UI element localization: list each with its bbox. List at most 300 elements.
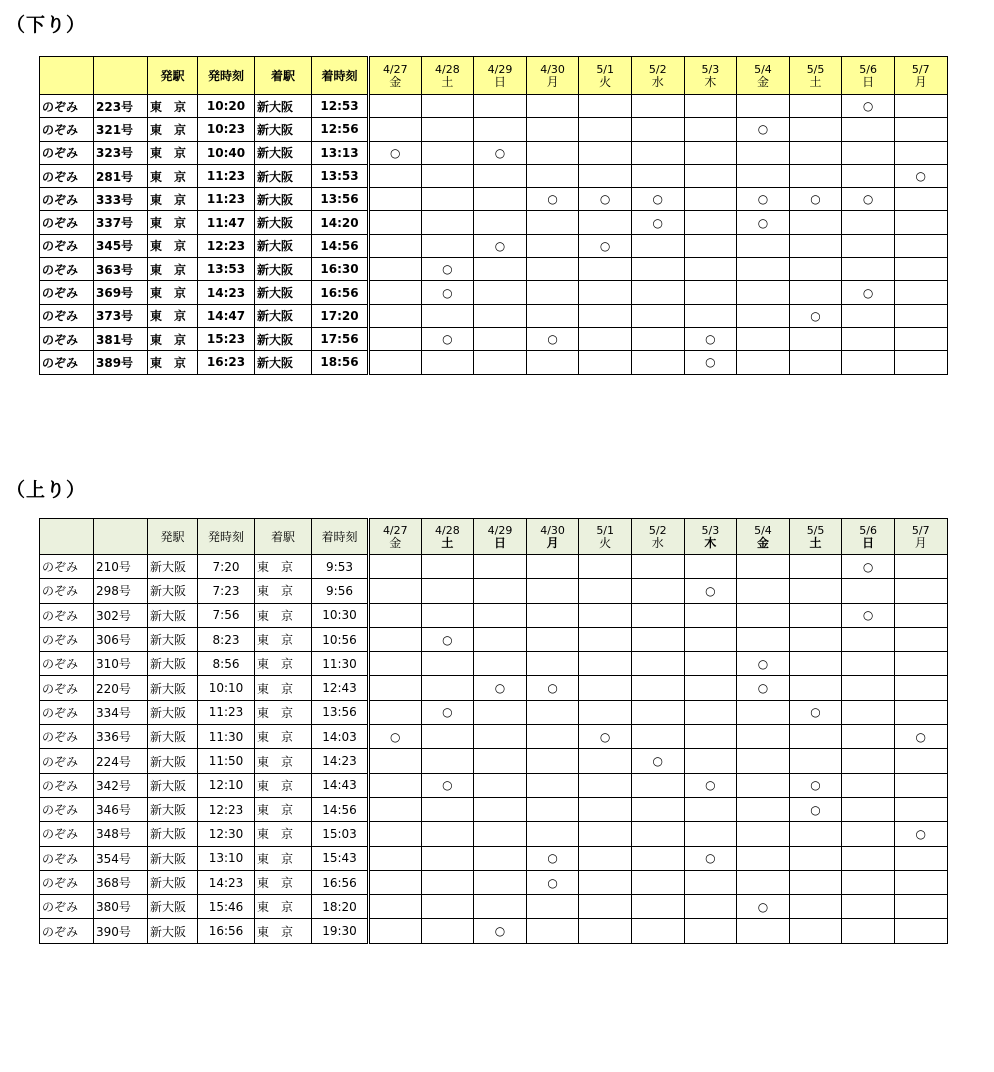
availability-cell [369, 603, 422, 627]
arr-time-cell: 15:03 [312, 822, 369, 846]
availability-cell [842, 211, 895, 234]
availability-cell [789, 870, 842, 894]
weekday-label: 金 [756, 74, 769, 89]
availability-cell [369, 627, 422, 651]
train-number-cell: 369号 [94, 281, 148, 304]
section-title-up: （上り） [6, 479, 87, 501]
train-name-cell: のぞみ [40, 141, 94, 164]
header-dep-time: 発時刻 [198, 57, 255, 95]
availability-cell: ○ [369, 725, 422, 749]
train-name-cell: のぞみ [40, 603, 94, 627]
dep-station-cell: 新大阪 [148, 652, 198, 676]
date-header [631, 57, 684, 95]
availability-cell [631, 652, 684, 676]
availability-cell [526, 211, 579, 234]
date-header [737, 519, 790, 555]
availability-cell [684, 95, 737, 118]
date-header [369, 519, 422, 555]
date-header [894, 519, 947, 555]
arr-station-cell: 新大阪 [255, 211, 312, 234]
availability-cell [474, 725, 527, 749]
availability-cell [526, 895, 579, 919]
availability-cell [737, 141, 790, 164]
header-arr-time: 着時刻 [312, 519, 369, 555]
availability-cell [474, 281, 527, 304]
availability-cell [369, 327, 422, 350]
availability-cell [474, 118, 527, 141]
train-number-cell: 337号 [94, 211, 148, 234]
availability-cell [894, 773, 947, 797]
availability-cell [474, 822, 527, 846]
availability-cell [684, 652, 737, 676]
arr-station-cell: 東 京 [255, 822, 312, 846]
availability-cell [579, 773, 632, 797]
train-number-cell: 220号 [94, 676, 148, 700]
weekday-label: 金 [389, 74, 402, 89]
train-number-cell: 281号 [94, 164, 148, 187]
availability-cell [894, 234, 947, 257]
availability-cell [579, 258, 632, 281]
table-row [40, 627, 948, 651]
availability-cell [579, 118, 632, 141]
availability-cell [737, 797, 790, 821]
availability-cell [894, 579, 947, 603]
availability-cell [737, 281, 790, 304]
availability-cell [894, 118, 947, 141]
date-header [737, 57, 790, 95]
date-label: 5/6 [859, 62, 877, 76]
availability-cell [737, 870, 790, 894]
train-name-cell: のぞみ [40, 304, 94, 327]
arr-station-cell: 東 京 [255, 870, 312, 894]
train-number-cell: 345号 [94, 234, 148, 257]
availability-cell [631, 822, 684, 846]
arr-station-cell: 東 京 [255, 797, 312, 821]
table-row [40, 327, 948, 350]
availability-cell [894, 895, 947, 919]
dep-time-cell: 10:10 [198, 676, 255, 700]
header-row [40, 519, 948, 555]
train-number-cell: 210号 [94, 555, 148, 579]
arr-station-cell: 新大阪 [255, 234, 312, 257]
availability-cell [737, 603, 790, 627]
dep-station-cell: 新大阪 [148, 919, 198, 943]
availability-cell [842, 700, 895, 724]
availability-cell [369, 773, 422, 797]
train-name-cell: のぞみ [40, 725, 94, 749]
date-label: 5/2 [648, 523, 667, 537]
availability-cell [421, 676, 474, 700]
availability-cell [789, 95, 842, 118]
availability-cell [842, 579, 895, 603]
availability-cell: ○ [737, 895, 790, 919]
train-name-cell: のぞみ [40, 895, 94, 919]
availability-cell [737, 700, 790, 724]
arr-station-cell: 新大阪 [255, 95, 312, 118]
availability-cell [631, 627, 684, 651]
availability-cell: ○ [684, 579, 737, 603]
availability-cell [684, 870, 737, 894]
arr-time-cell: 16:56 [312, 281, 369, 304]
arr-time-cell: 12:56 [312, 118, 369, 141]
train-name-cell: のぞみ [40, 870, 94, 894]
dep-time-cell: 12:10 [198, 773, 255, 797]
availability-cell [421, 188, 474, 211]
availability-cell [737, 304, 790, 327]
availability-cell [526, 95, 579, 118]
weekday-label: 土 [809, 74, 822, 89]
availability-cell [737, 773, 790, 797]
date-header [684, 57, 737, 95]
availability-cell: ○ [369, 141, 422, 164]
availability-cell [789, 725, 842, 749]
train-name-cell: のぞみ [40, 627, 94, 651]
availability-cell [684, 797, 737, 821]
date-header [684, 519, 737, 555]
table-row [40, 281, 948, 304]
availability-cell [789, 327, 842, 350]
availability-cell [421, 797, 474, 821]
arr-time-cell: 17:20 [312, 304, 369, 327]
table-row [40, 700, 948, 724]
dep-station-cell: 新大阪 [148, 676, 198, 700]
arr-time-cell: 18:56 [312, 351, 369, 374]
availability-cell [579, 870, 632, 894]
dep-time-cell: 15:46 [198, 895, 255, 919]
weekday-label: 月 [546, 74, 559, 89]
availability-cell [789, 281, 842, 304]
table-row [40, 749, 948, 773]
availability-cell [474, 351, 527, 374]
table-row [40, 603, 948, 627]
weekday-label: 火 [599, 74, 612, 89]
availability-cell [421, 555, 474, 579]
availability-cell: ○ [684, 327, 737, 350]
date-label: 4/30 [540, 523, 565, 537]
availability-cell [737, 258, 790, 281]
dep-time-cell: 11:23 [198, 164, 255, 187]
dep-station-cell: 新大阪 [148, 870, 198, 894]
weekday-label: 月 [914, 535, 927, 550]
availability-cell [369, 351, 422, 374]
arr-time-cell: 13:13 [312, 141, 369, 164]
availability-cell [369, 797, 422, 821]
dep-time-cell: 12:30 [198, 822, 255, 846]
arr-time-cell: 9:53 [312, 555, 369, 579]
availability-cell [369, 304, 422, 327]
arr-station-cell: 新大阪 [255, 141, 312, 164]
train-number-cell: 306号 [94, 627, 148, 651]
availability-cell [579, 304, 632, 327]
availability-cell [737, 555, 790, 579]
dep-time-cell: 7:20 [198, 555, 255, 579]
availability-cell [894, 555, 947, 579]
train-number-cell: 373号 [94, 304, 148, 327]
train-name-cell: のぞみ [40, 351, 94, 374]
availability-cell [421, 118, 474, 141]
availability-cell [842, 327, 895, 350]
availability-cell [684, 895, 737, 919]
availability-cell [526, 141, 579, 164]
dep-station-cell: 東 京 [148, 258, 198, 281]
arr-station-cell: 新大阪 [255, 118, 312, 141]
availability-cell [737, 579, 790, 603]
availability-cell [526, 555, 579, 579]
availability-cell [684, 603, 737, 627]
train-number-cell: 363号 [94, 258, 148, 281]
table-row [40, 234, 948, 257]
train-name-cell: のぞみ [40, 822, 94, 846]
train-number-cell: 333号 [94, 188, 148, 211]
dep-time-cell: 11:23 [198, 188, 255, 211]
availability-cell [631, 164, 684, 187]
train-number-cell: 302号 [94, 603, 148, 627]
dep-time-cell: 11:23 [198, 700, 255, 724]
arr-station-cell: 東 京 [255, 846, 312, 870]
availability-cell [631, 327, 684, 350]
availability-cell [684, 141, 737, 164]
dep-time-cell: 8:56 [198, 652, 255, 676]
availability-cell [842, 725, 895, 749]
availability-cell [631, 700, 684, 724]
availability-cell [684, 919, 737, 943]
date-label: 4/29 [487, 62, 513, 76]
availability-cell [579, 919, 632, 943]
dep-time-cell: 10:20 [198, 95, 255, 118]
availability-cell: ○ [789, 700, 842, 724]
train-number-cell: 380号 [94, 895, 148, 919]
availability-cell [737, 822, 790, 846]
availability-cell [579, 327, 632, 350]
dep-station-cell: 新大阪 [148, 579, 198, 603]
date-label: 5/4 [754, 523, 772, 537]
availability-cell [526, 919, 579, 943]
date-header [474, 57, 527, 95]
availability-cell [842, 870, 895, 894]
availability-cell [474, 652, 527, 676]
availability-cell [579, 846, 632, 870]
table-row [40, 164, 948, 187]
arr-station-cell: 新大阪 [255, 258, 312, 281]
table-row [40, 95, 948, 118]
availability-cell [894, 351, 947, 374]
availability-cell: ○ [631, 188, 684, 211]
availability-cell [474, 700, 527, 724]
availability-cell [894, 304, 947, 327]
availability-cell [894, 211, 947, 234]
dep-time-cell: 12:23 [198, 234, 255, 257]
availability-cell [579, 603, 632, 627]
train-name-cell: のぞみ [40, 118, 94, 141]
availability-cell [842, 676, 895, 700]
train-number-cell: 390号 [94, 919, 148, 943]
dep-time-cell: 7:56 [198, 603, 255, 627]
header-train [40, 57, 94, 95]
header-dep-station: 発駅 [148, 57, 198, 95]
availability-cell [579, 700, 632, 724]
table-row [40, 846, 948, 870]
arr-time-cell: 9:56 [312, 579, 369, 603]
train-name-cell: のぞみ [40, 234, 94, 257]
table-row [40, 919, 948, 943]
weekday-label: 日 [493, 74, 506, 89]
availability-cell [894, 797, 947, 821]
availability-cell: ○ [684, 773, 737, 797]
availability-cell [369, 652, 422, 676]
availability-cell [631, 95, 684, 118]
availability-cell [474, 258, 527, 281]
availability-cell [421, 725, 474, 749]
availability-cell: ○ [894, 164, 947, 187]
dep-time-cell: 13:10 [198, 846, 255, 870]
availability-cell [526, 118, 579, 141]
availability-cell [842, 773, 895, 797]
availability-cell [474, 164, 527, 187]
availability-cell [842, 895, 895, 919]
availability-cell [894, 870, 947, 894]
table-row [40, 870, 948, 894]
availability-cell [369, 164, 422, 187]
arr-station-cell: 東 京 [255, 895, 312, 919]
availability-cell [526, 773, 579, 797]
timetable-down [39, 56, 948, 375]
table-row [40, 258, 948, 281]
availability-cell: ○ [421, 258, 474, 281]
availability-cell [894, 188, 947, 211]
availability-cell [369, 676, 422, 700]
availability-cell [737, 846, 790, 870]
availability-cell [789, 822, 842, 846]
date-header [894, 57, 947, 95]
weekday-label: 火 [599, 535, 612, 550]
arr-time-cell: 14:03 [312, 725, 369, 749]
availability-cell [842, 258, 895, 281]
availability-cell [684, 749, 737, 773]
availability-cell [579, 95, 632, 118]
arr-time-cell: 13:53 [312, 164, 369, 187]
availability-cell: ○ [737, 188, 790, 211]
availability-cell [684, 258, 737, 281]
header-arr-station: 着駅 [255, 519, 312, 555]
availability-cell [369, 749, 422, 773]
availability-cell [737, 627, 790, 651]
date-header [842, 57, 895, 95]
availability-cell [579, 749, 632, 773]
train-number-cell: 342号 [94, 773, 148, 797]
date-label: 5/6 [859, 523, 877, 537]
weekday-label: 金 [756, 535, 769, 550]
weekday-label: 土 [441, 74, 454, 89]
availability-cell [631, 895, 684, 919]
availability-cell: ○ [474, 676, 527, 700]
availability-cell [631, 797, 684, 821]
availability-cell [369, 919, 422, 943]
availability-cell [789, 164, 842, 187]
train-number-cell: 348号 [94, 822, 148, 846]
availability-cell [631, 870, 684, 894]
dep-station-cell: 新大阪 [148, 895, 198, 919]
date-header [369, 57, 422, 95]
train-name-cell: のぞみ [40, 919, 94, 943]
date-header [631, 519, 684, 555]
availability-cell [842, 797, 895, 821]
availability-cell: ○ [526, 327, 579, 350]
availability-cell [684, 555, 737, 579]
availability-cell [421, 603, 474, 627]
availability-cell [369, 846, 422, 870]
arr-station-cell: 新大阪 [255, 281, 312, 304]
availability-cell [474, 749, 527, 773]
availability-cell: ○ [789, 773, 842, 797]
availability-cell [526, 258, 579, 281]
availability-cell [631, 555, 684, 579]
availability-cell [631, 258, 684, 281]
availability-cell [684, 627, 737, 651]
train-name-cell: のぞみ [40, 797, 94, 821]
date-label: 5/5 [806, 62, 825, 76]
header-row [40, 57, 948, 95]
availability-cell [737, 919, 790, 943]
availability-cell [421, 95, 474, 118]
availability-cell [842, 351, 895, 374]
availability-cell [579, 555, 632, 579]
availability-cell [737, 749, 790, 773]
availability-cell: ○ [684, 846, 737, 870]
availability-cell: ○ [474, 234, 527, 257]
arr-station-cell: 東 京 [255, 555, 312, 579]
arr-station-cell: 新大阪 [255, 304, 312, 327]
availability-cell: ○ [737, 211, 790, 234]
availability-cell [526, 281, 579, 304]
date-label: 4/28 [435, 62, 460, 76]
availability-cell [684, 164, 737, 187]
train-number-cell: 321号 [94, 118, 148, 141]
availability-cell [789, 749, 842, 773]
arr-station-cell: 東 京 [255, 749, 312, 773]
availability-cell [421, 579, 474, 603]
dep-station-cell: 新大阪 [148, 725, 198, 749]
availability-cell [526, 725, 579, 749]
availability-cell [631, 676, 684, 700]
dep-station-cell: 東 京 [148, 141, 198, 164]
availability-cell [579, 579, 632, 603]
dep-station-cell: 新大阪 [148, 846, 198, 870]
availability-cell: ○ [526, 188, 579, 211]
availability-cell: ○ [842, 95, 895, 118]
availability-cell [631, 141, 684, 164]
section-title-down: （下り） [6, 14, 87, 36]
availability-cell [894, 327, 947, 350]
availability-cell [526, 603, 579, 627]
availability-cell [474, 211, 527, 234]
availability-cell [421, 652, 474, 676]
availability-cell [789, 141, 842, 164]
availability-cell [421, 234, 474, 257]
availability-cell [789, 919, 842, 943]
date-header [421, 57, 474, 95]
arr-station-cell: 東 京 [255, 603, 312, 627]
train-name-cell: のぞみ [40, 652, 94, 676]
availability-cell [579, 822, 632, 846]
availability-cell [526, 304, 579, 327]
dep-station-cell: 新大阪 [148, 797, 198, 821]
availability-cell [421, 749, 474, 773]
table-row [40, 797, 948, 821]
availability-cell: ○ [842, 603, 895, 627]
availability-cell [684, 676, 737, 700]
weekday-label: 木 [704, 535, 717, 550]
availability-cell [842, 919, 895, 943]
